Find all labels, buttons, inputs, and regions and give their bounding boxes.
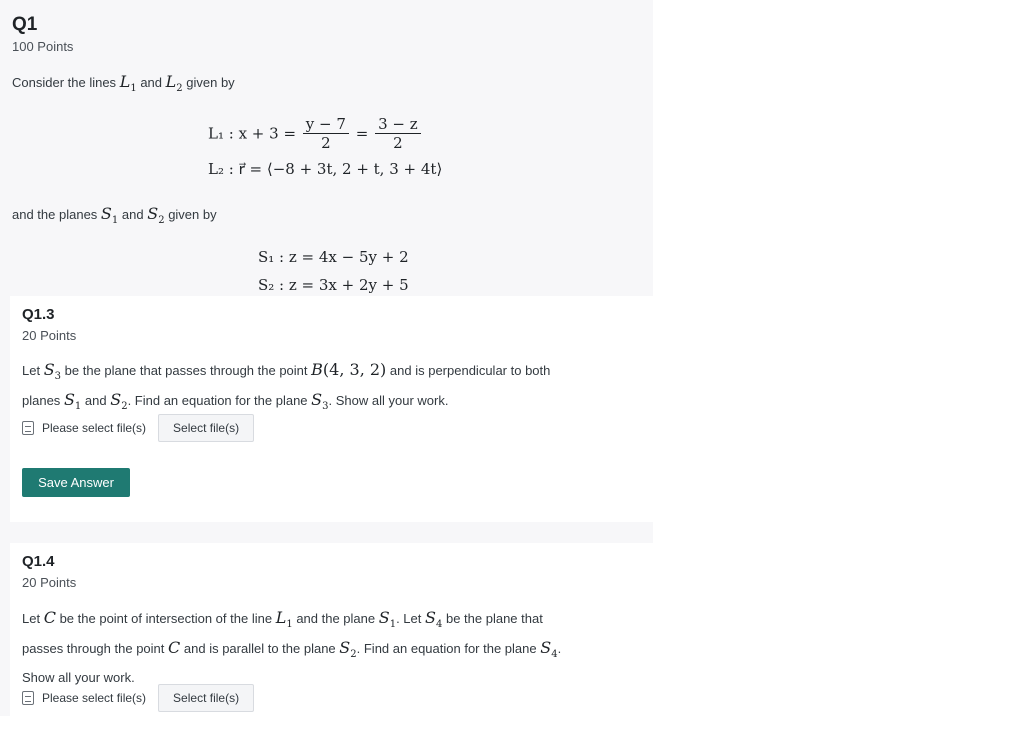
question-title: Q1 — [12, 14, 38, 35]
equation-S1: S₁ : z = 4x − 5y + 2 — [258, 248, 409, 266]
question-points: 100 Points — [12, 39, 74, 54]
fraction: $\frac{y - 7}{2}$ — [303, 115, 349, 152]
subquestion-title: Q1.4 — [22, 553, 55, 570]
file-upload-label: Please select file(s) — [42, 421, 147, 435]
symbol-S2: $S_2$ — [339, 638, 357, 661]
symbol-S2: $S_2$ — [147, 204, 165, 227]
symbol-S2: $S_2$ — [110, 390, 128, 413]
question-text: Let C be the point of intersection of the line $L_1$ and the plane $S_1$. Let $S_4$ be the plane that passes through the point C and is parallel to the plane $S_2$. Find an equation for the plane $S_4$. Show all your work. — [22, 608, 562, 686]
file-upload-row — [22, 683, 254, 713]
equation-L1: L₁ : x + 3 = $\frac{y - 7}{2}$ = $\frac{3 - z}{2}$ — [208, 115, 423, 152]
lines-intro: Consider the lines $L_1$ and $L_2$ given by — [12, 72, 235, 95]
equation-S2: S₂ : z = 3x + 2y + 5 — [258, 276, 409, 294]
save-answer-button[interactable]: Save Answer — [22, 468, 130, 497]
planes-intro: and the planes $S_1$ and $S_2$ given by — [12, 204, 217, 227]
subquestion-title: Q1.3 — [22, 306, 55, 323]
symbol-S3: $S_3$ — [311, 390, 329, 413]
symbol-S1: $S_1$ — [378, 608, 397, 631]
point-C: C — [168, 638, 181, 658]
symbol-S4: $S_4$ — [540, 638, 558, 661]
symbol-S1: $S_1$ — [63, 390, 82, 413]
fraction: $\frac{3 - z}{2}$ — [375, 115, 421, 152]
symbol-L2: $L_2$ — [165, 72, 183, 95]
select-files-button[interactable]: Select file(s) — [158, 684, 254, 712]
symbol-L1: $L_1$ — [119, 72, 137, 95]
point-C: C — [43, 608, 56, 627]
select-files-button[interactable]: Select file(s) — [158, 414, 254, 442]
symbol-S4: $S_4$ — [425, 608, 443, 631]
subquestion-points: 20 Points — [22, 575, 77, 590]
symbol-S1: $S_1$ — [100, 204, 119, 227]
document-icon — [22, 691, 34, 705]
document-icon — [22, 421, 34, 435]
file-upload-label: Please select file(s) — [42, 691, 147, 705]
subquestion-q1-4 — [10, 543, 653, 716]
subquestion-points: 20 Points — [22, 328, 77, 343]
file-upload-row — [22, 413, 254, 443]
point-B: B(4, 3, 2) — [311, 360, 387, 379]
question-text: Let $S_3$ be the plane that passes through the point B(4, 3, 2) and is perpendicular to both planes $S_1$ and $S_2$. Find an equation for the plane $S_3$. Show all your work. — [22, 360, 551, 413]
equation-L2: L₂ : r⃗ = ⟨−8 + 3t, 2 + t, 3 + 4t⟩ — [208, 160, 443, 178]
subquestion-q1-3 — [10, 296, 653, 522]
symbol-L1: $L_1$ — [275, 608, 293, 631]
symbol-S3: $S_3$ — [43, 360, 62, 383]
